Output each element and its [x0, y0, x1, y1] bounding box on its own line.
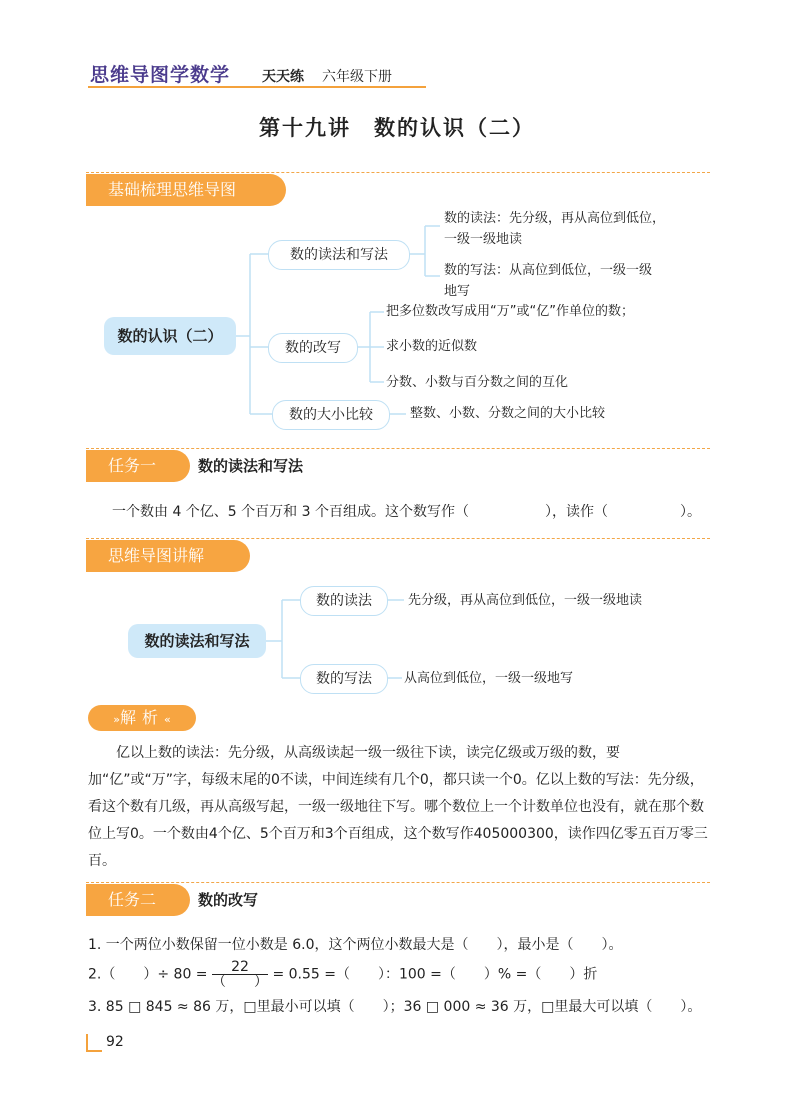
- task-one-title: 数的读法和写法: [198, 457, 304, 475]
- section-divider: [86, 538, 710, 539]
- analysis-paragraph: 亿以上数的读法：先分级，从高级读起一级一级往下读，读完亿级或万级的数，要加“亿”或“万”字，每级末尾的0不读，中间连续有几个0，都只读一个0。亿以上数的写法：先分级，看这个数有几级，再从高级写起，一级一级地往下写。哪个数位上一个计数单位也没有，就在那个数位上写0。一个数由4个亿、5个百万和3个百组成，这个数写作405000300，读作四亿零五百万零三百。: [88, 745, 708, 869]
- mindmap-root-number-recognition: 数的认识（二）: [104, 317, 236, 355]
- mindmap-leaf-writing: 数的写法：从高位到低位，一级一级 地写: [444, 263, 653, 299]
- task-two-question-1: 1. 一个两位小数保留一位小数是 6.0，这个两位小数最大是（ ），最小是（ ）。: [88, 937, 623, 953]
- brand-title: 思维导图学数学: [90, 64, 231, 86]
- chevron-right-icon: »: [113, 713, 120, 726]
- mindmap-node-reading: 数的读法: [300, 586, 388, 616]
- mindmap-leaf-writing-rule: 从高位到低位，一级一级地写: [404, 671, 574, 686]
- mindmap-leaf-reading: 数的读法：先分级，再从高位到低位， 一级一级地读: [444, 211, 666, 247]
- section-banner-basic: 基础梳理思维导图: [86, 174, 286, 206]
- task-one-question: 一个数由 4 个亿、5 个百万和 3 个百组成。这个数写作（ ），读作（ ）。: [112, 504, 701, 520]
- mindmap-node-compare: 数的大小比较: [272, 400, 390, 430]
- mindmap-node-writing: 数的写法: [300, 664, 388, 694]
- mindmap-leaf-rewrite-units: 把多位数改写成用“万”或“亿”作单位的数；: [386, 304, 634, 319]
- analysis-tag: »解析«: [88, 705, 196, 731]
- section-divider: [86, 448, 710, 449]
- mindmap-root-read-write: 数的读法和写法: [128, 624, 266, 658]
- task-two-tag: 任务二: [86, 884, 190, 916]
- section-divider: [86, 172, 710, 173]
- mindmap-leaf-compare: 整数、小数、分数之间的大小比较: [410, 406, 606, 421]
- mindmap-node-rewrite: 数的改写: [268, 333, 358, 363]
- fraction: $\frac{22}{( )}$: [212, 959, 268, 990]
- section-divider: [86, 882, 710, 883]
- mindmap-leaf-approximate: 求小数的近似数: [386, 339, 478, 354]
- mindmap-leaf-reading-rule: 先分级，再从高位到低位，一级一级地读: [408, 593, 643, 608]
- section-banner-explain: 思维导图讲解: [86, 540, 250, 572]
- chevron-left-icon: «: [164, 713, 171, 726]
- series-label: 天天练: [262, 69, 304, 85]
- task-two-question-3: 3. 85 □ 845 ≈ 86 万，□里最小可以填（ ）；36 □ 000 ≈ 36 万，□里最大可以填（ ）。: [88, 999, 702, 1015]
- task-two-title: 数的改写: [198, 891, 259, 909]
- page-title: 第十九讲 数的认识（二）: [259, 116, 535, 140]
- mindmap-node-read-write: 数的读法和写法: [268, 240, 410, 270]
- mindmap-leaf-conversion: 分数、小数与百分数之间的互化: [386, 375, 569, 390]
- page-corner-mark: [86, 1034, 102, 1052]
- page-number: 92: [106, 1034, 124, 1050]
- task-one-tag: 任务一: [86, 450, 190, 482]
- grade-label: 六年级下册: [322, 69, 392, 85]
- task-two-question-2: 2.（ ）÷ 80 = $\frac{22}{( )}$ = 0.55 =（ ）：100 =（ ）% =（ ）折: [88, 959, 598, 990]
